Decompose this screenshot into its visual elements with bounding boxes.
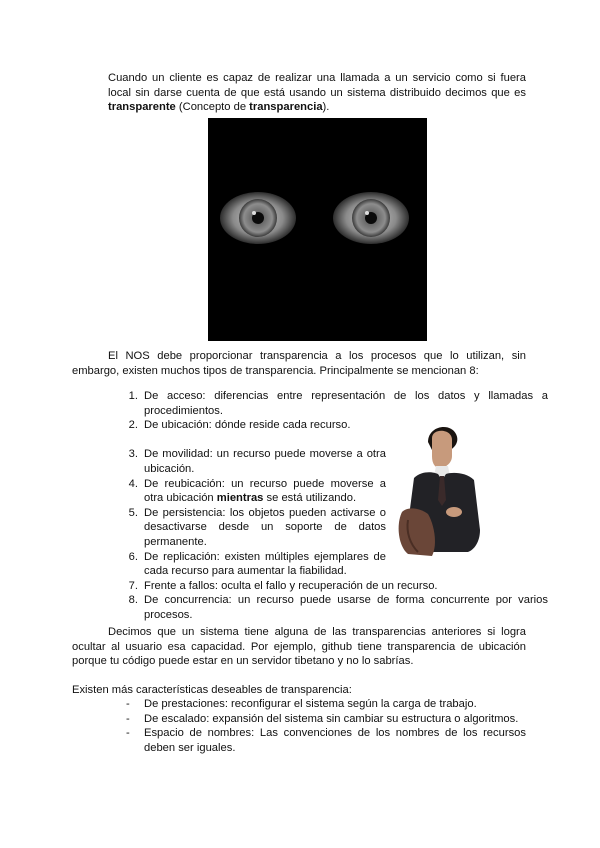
mas-heading: Existen más características deseables de transparencia:: [72, 684, 352, 696]
list-item: [122, 447, 386, 476]
right-eye: [333, 192, 409, 244]
list-item-text: De prestaciones: reconfigurar el sistema según la carga de trabajo.: [144, 698, 477, 710]
intro-bold-transparente: transparente: [108, 101, 176, 114]
intro-text-end: ).: [322, 101, 330, 114]
eyes-illustration: [208, 118, 427, 341]
list-number: 5.: [128, 506, 138, 519]
list-item-bold: mientras: [216, 492, 264, 505]
list-item-text: Espacio de nombres: Las convenciones de los nombres de los recursos deben ser iguales.: [144, 727, 526, 754]
list-item: [122, 712, 526, 727]
list-item-text: De ubicación: dónde reside cada recurso.: [144, 419, 351, 432]
list-item: [122, 550, 386, 579]
list-item-text: se está utilizando.: [263, 492, 357, 505]
list-item: [122, 579, 548, 594]
intro-text: Cuando un cliente es capaz de realizar una llamada a un servicio como si fuera local sin darse cuenta de que está usando un sistema distribuido decimos que es: [108, 72, 526, 99]
list-number: 8.: [128, 594, 138, 607]
left-eye: [220, 192, 296, 244]
list-number: 1.: [128, 390, 138, 402]
list-number: 6.: [128, 550, 138, 563]
intro-paragraph: [108, 71, 526, 115]
list-item-text: De reubicación: un recurso puede moverse a otra ubicación: [144, 477, 386, 505]
eyes-image: [208, 118, 427, 341]
list-number: 4.: [128, 477, 138, 490]
list-number: 7.: [128, 579, 138, 592]
list-item-text: Frente a fallos: oculta el fallo y recuperación de un recurso.: [144, 579, 438, 592]
list-item-text: De concurrencia: un recurso puede usarse de forma concurrente por varios procesos.: [144, 594, 548, 621]
list-number: 2.: [128, 419, 138, 432]
list-item-text: De escalado: expansión del sistema sin cambiar su estructura o algoritmos.: [144, 712, 519, 725]
list-item-text: De persistencia: los objetos pueden activarse o desactivarse desde un soporte de datos permanente.: [144, 506, 386, 548]
intro-bold-transparencia: transparencia: [249, 101, 323, 114]
list-item-text: De acceso: diferencias entre representación de los datos y llamadas a procedimientos.: [144, 390, 548, 417]
list-item: [122, 726, 526, 755]
list-item: [122, 477, 386, 506]
list-number: 3.: [128, 448, 138, 461]
list-item: [122, 506, 386, 550]
list-item: [122, 593, 548, 622]
dash-bullet: -: [126, 712, 130, 725]
extra-characteristics-list: [122, 697, 526, 755]
intro-text-mid: (Concepto de: [175, 101, 250, 114]
person-illustration: [388, 420, 525, 557]
decimos-paragraph: Decimos que un sistema tiene alguna de las transparencias anteriores si logra ocultar al usuario esa capacidad. Por ejemplo, github tiene transparencia de ubicación porque tu código puede estar en un servidor tibetano y no lo sabrías.: [72, 626, 526, 668]
dash-bullet: -: [126, 698, 130, 710]
confused-person-image: [388, 420, 525, 557]
dash-bullet: -: [126, 727, 130, 740]
list-item: [122, 389, 548, 418]
list-item-text: De replicación: existen múltiples ejemplares de cada recurso para aumentar la fiabilidad.: [144, 550, 386, 578]
list-item-text: De movilidad: un recurso puede moverse a otra ubicación.: [144, 448, 386, 475]
list-item: [122, 697, 526, 712]
nos-paragraph: El NOS debe proporcionar transparencia a los procesos que lo utilizan, sin embargo, existen muchos tipos de transparencia. Principalmente se mencionan 8:: [72, 350, 526, 377]
